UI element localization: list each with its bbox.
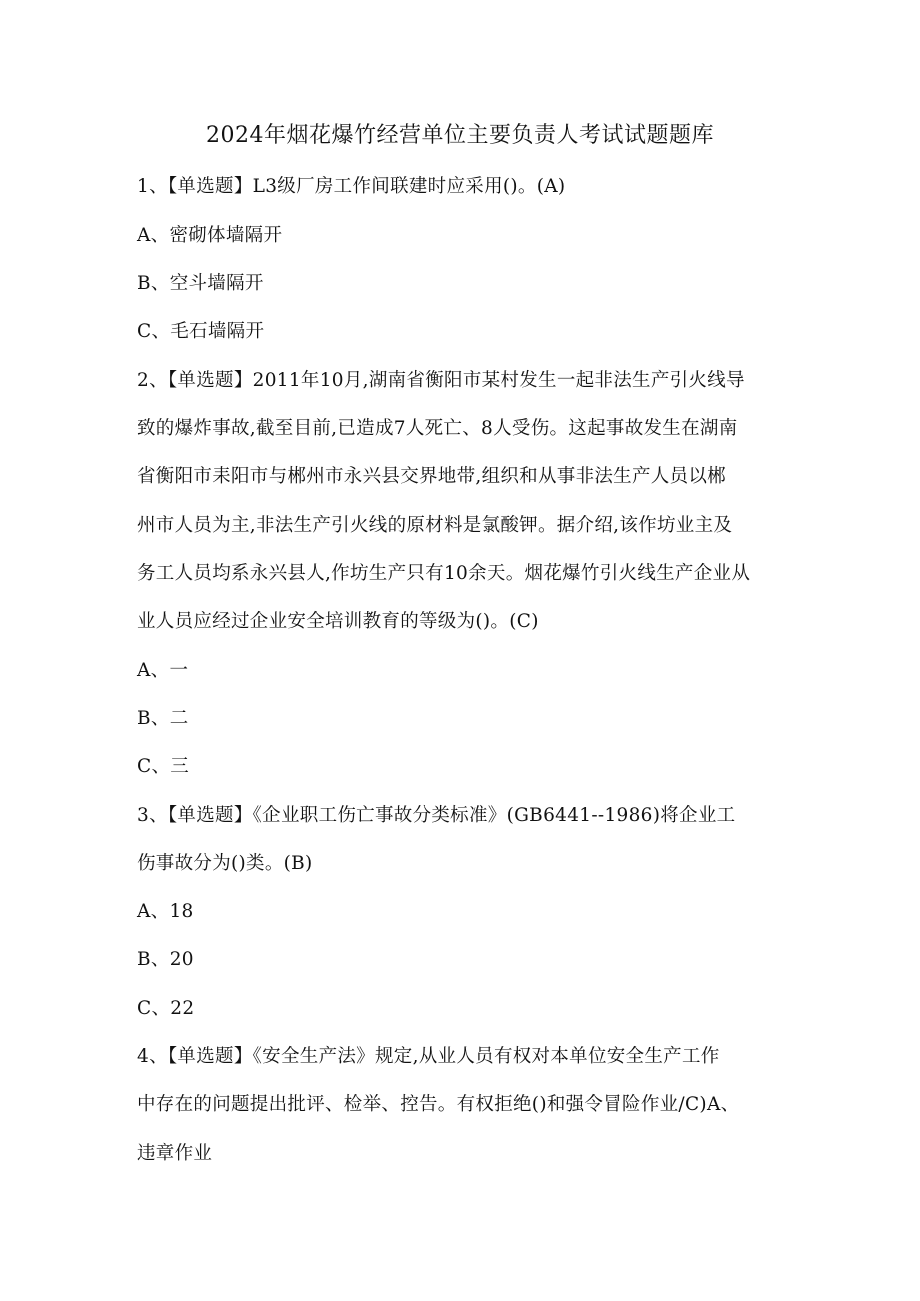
- question-2-option-a: A、一: [137, 660, 189, 681]
- document-title: 2024年烟花爆竹经营单位主要负责人考试试题题库: [206, 123, 714, 148]
- question-3-option-a: A、18: [137, 901, 194, 922]
- question-1-option-c: C、毛石墙隔开: [137, 321, 265, 342]
- question-4-stem-line: 中存在的问题提出批评、检举、控告。有权拒绝()和强令冒险作业/C)A、: [137, 1094, 740, 1115]
- question-2-option-b: B、二: [137, 708, 189, 729]
- question-3-option-c: C、22: [137, 998, 195, 1019]
- question-4-stem-line: 4、【单选题】《安全生产法》规定,从业人员有权对本单位安全生产工作: [137, 1046, 720, 1067]
- question-1-stem: 1、【单选题】L3级厂房工作间联建时应采用()。(A): [137, 176, 566, 197]
- question-3-stem-line: 3、【单选题】《企业职工伤亡事故分类标准》(GB6441--1986)将企业工: [137, 805, 736, 826]
- question-2-stem-line: 致的爆炸事故,截至目前,已造成7人死亡、8人受伤。这起事故发生在湖南: [137, 418, 738, 439]
- question-1-option-b: B、空斗墙隔开: [137, 273, 264, 294]
- question-3-stem-line: 伤事故分为()类。(B): [137, 853, 313, 874]
- question-2-stem-line: 省衡阳市耒阳市与郴州市永兴县交界地带,组织和从事非法生产人员以郴: [137, 466, 726, 487]
- question-4-option-a: 违章作业: [137, 1143, 213, 1164]
- question-2-stem-line: 务工人员均系永兴县人,作坊生产只有10余天。烟花爆竹引火线生产企业从: [137, 563, 751, 584]
- question-2-stem-line: 2、【单选题】2011年10月,湖南省衡阳市某村发生一起非法生产引火线导: [137, 370, 745, 391]
- question-2-option-c: C、三: [137, 756, 190, 777]
- question-1-option-a: A、密砌体墙隔开: [137, 225, 283, 246]
- question-2-stem-line: 业人员应经过企业安全培训教育的等级为()。(C): [137, 611, 539, 632]
- question-3-option-b: B、20: [137, 949, 194, 970]
- question-2-stem-line: 州市人员为主,非法生产引火线的原材料是氯酸钾。据介绍,该作坊业主及: [137, 515, 733, 536]
